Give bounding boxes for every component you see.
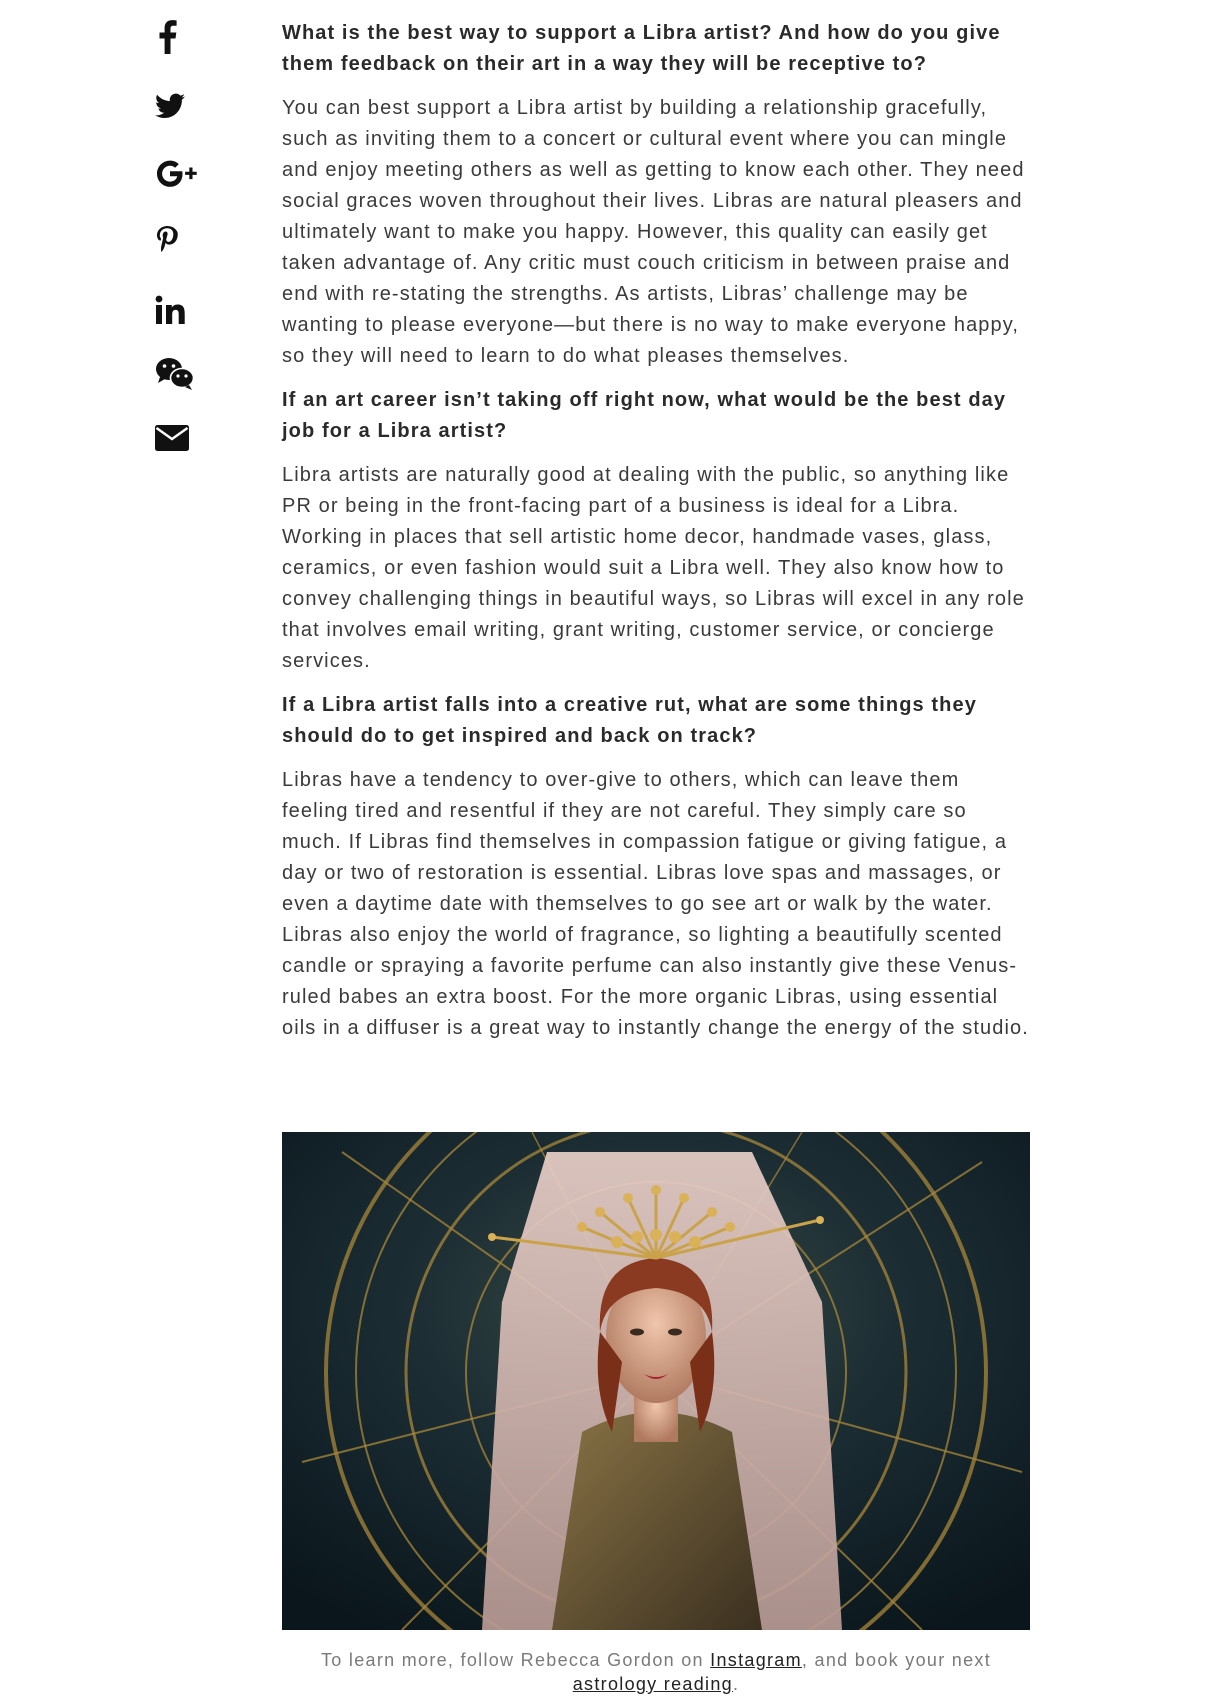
share-pinterest-button[interactable] (155, 220, 203, 264)
caption-text: To learn more, follow Rebecca Gordon on (320, 1650, 711, 1670)
share-facebook-button[interactable] (155, 14, 203, 58)
answer-paragraph: Libras have a tendency to over-give to others, which can leave them feeling tired and resentful if they are not careful. They simply care so much. If Libras find themselves in compassion fatigue or giving fatigue, a day or two of restoration is essential. Libras love spas and massages, or even a daytime date with themselves to go see art or walk by the water. Libras also enjoy the world of fragrance, so lighting a beautifully scented candle or spraying a favorite perfume can also instantly give these Venus-ruled babes an extra boost. For the more organic Libras, using essential oils in a diffuser is a great way to instantly change the energy of the studio. (282, 769, 1029, 1039)
photo-caption (282, 1648, 1030, 1696)
article-body (282, 18, 1032, 1044)
answer-paragraph: Libra artists are naturally good at dealing with the public, so anything like PR or being in the front-facing part of a business is ideal for a Libra. Working in places that sell artistic home decor, handmade vases, glass, ceramics, or even fashion would suit a Libra well. They also know how to convey challenging things in beautiful ways, so Libras will excel in any role that involves email writing, grant writing, customer service, or concierge services. (282, 464, 1025, 672)
share-twitter-button[interactable] (155, 84, 203, 128)
pinterest-icon (155, 225, 179, 259)
share-email-button[interactable] (155, 416, 203, 460)
email-icon (155, 424, 189, 452)
answer-paragraph: You can best support a Libra artist by building a relationship gracefully, such as inviting them to a concert or cultural event where you can mingle and enjoy meeting others as well as getting to know each other. They need social graces woven throughout their lives. Libras are natural pleasers and ultimately want to make you happy. However, this quality can easily get taken advantage of. Any critic must couch criticism in between praise and end with re-stating the strengths. As artists, Libras’ challenge may be wanting to please everyone—but there is no way to make everyone happy, so they will need to learn to do what pleases themselves. (282, 97, 1025, 367)
astrology-reading-link[interactable]: astrology reading (572, 1674, 733, 1694)
share-linkedin-button[interactable] (155, 288, 203, 332)
question-heading: If an art career isn’t taking off right now, what would be the best day job for a Libra artist? (282, 389, 1007, 442)
share-wechat-button[interactable] (155, 352, 203, 396)
caption-text: . (732, 1674, 740, 1694)
twitter-icon (155, 93, 185, 119)
caption-text: , and book your next (801, 1650, 992, 1670)
article-photo (282, 1132, 1030, 1630)
question-heading: If a Libra artist falls into a creative rut, what are some things they should do to get inspired and back on track? (282, 694, 977, 747)
question-heading: What is the best way to support a Libra artist? And how do you give them feedback on their art in a way they will be receptive to? (282, 22, 1001, 75)
facebook-icon (155, 18, 179, 54)
instagram-link[interactable]: Instagram (710, 1650, 802, 1670)
google-plus-icon (155, 159, 201, 189)
linkedin-icon (155, 295, 185, 325)
wechat-icon (155, 357, 195, 391)
share-google-plus-button[interactable] (155, 152, 203, 196)
